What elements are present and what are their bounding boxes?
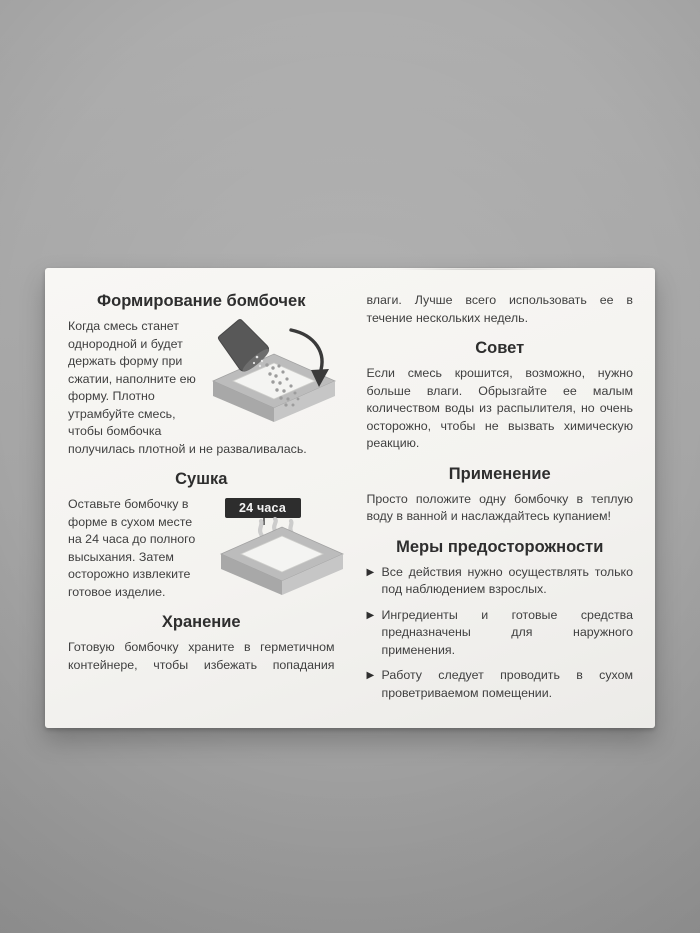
tip-heading: Совет xyxy=(475,339,525,357)
usage-text: Просто положите одну бомбочку в теплую воду в ванной и наслаждайтесь купанием! xyxy=(366,491,633,523)
precaution-item xyxy=(367,607,634,660)
triangle-bullet-icon: ▶ xyxy=(366,566,375,578)
drying-text: Оставьте бомбочку в форме в сухом месте на 24 часа до полного высыхания. Затем осторожно извлеките готовое изделие. xyxy=(68,497,196,599)
instruction-card xyxy=(45,268,655,728)
forming-section xyxy=(68,318,335,458)
forming-heading: Формирование бомбочек xyxy=(97,292,306,310)
left-column xyxy=(68,292,335,710)
storage-heading: Хранение xyxy=(161,613,241,631)
mold-tray-icon xyxy=(213,354,335,422)
storage-text-left: Готовую бомбочку храните в герметичном контейнере, чтобы избежать попадания xyxy=(68,640,335,672)
usage-heading: Применение xyxy=(448,464,551,483)
right-column xyxy=(367,292,634,710)
precaution-item xyxy=(367,564,634,599)
precaution-text: Ингредиенты и готовые средства предназначены для наружного применения. xyxy=(381,607,633,657)
triangle-bullet-icon: ▶ xyxy=(366,670,375,681)
drying-time-badge: 24 часа xyxy=(225,498,301,518)
precaution-item xyxy=(367,667,634,702)
mold-tray-icon xyxy=(221,527,343,595)
drying-heading: Сушка xyxy=(175,470,228,488)
precautions-list xyxy=(367,564,634,703)
tip-text: Если смесь крошится, возможно, нужно больше влаги. Обрызгайте ее малым количеством воды из распылителя, но очень осторожно, чтобы не вызвать химическую реакцию. xyxy=(366,366,633,450)
precaution-text: Все действия нужно осуществлять только под наблюдением взрослых. xyxy=(381,564,633,596)
precautions-heading: Меры предосторожности xyxy=(396,537,604,556)
storage-text-continuation: влаги. Лучше всего использовать ее в течение нескольких недель. xyxy=(366,293,633,325)
precaution-text: Работу следует проводить в сухом проветриваемом помещении. xyxy=(381,668,633,700)
drying-mold-illustration xyxy=(213,498,351,596)
steaming-mold-icon xyxy=(215,518,349,596)
triangle-bullet-icon: ▶ xyxy=(366,609,375,621)
forming-text: Когда смесь станет однородной и будет держать форму при сжатии, наполните ею форму. Плотно утрамбуйте смесь, чтобы бомбочка получилась плотной и не разваливалась. xyxy=(68,319,307,456)
pouring-mixture-illustration xyxy=(207,319,341,423)
drying-section xyxy=(68,496,335,601)
